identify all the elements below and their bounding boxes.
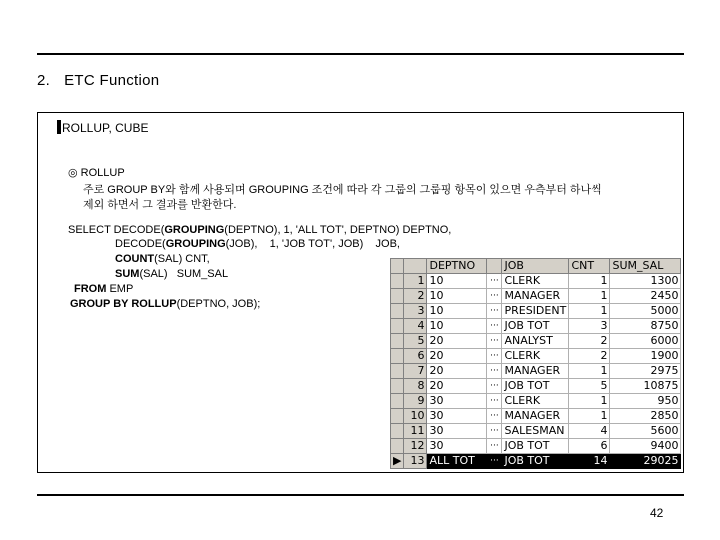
cell-sum-sal[interactable]: 5600 (610, 424, 681, 439)
sql-text: DECODE( (115, 238, 166, 250)
sql-line-4 (115, 268, 228, 280)
table-row[interactable] (391, 424, 681, 439)
sql-text: (DEPTNO, JOB); (176, 298, 261, 310)
column-header-cnt[interactable]: CNT (569, 259, 610, 274)
table-row[interactable] (391, 409, 681, 424)
cell-cnt[interactable]: 4 (569, 424, 610, 439)
cell-cnt[interactable]: 1 (569, 364, 610, 379)
subsection-heading (57, 120, 148, 135)
cell-cnt[interactable]: 5 (569, 379, 610, 394)
row-number[interactable]: 10 (404, 409, 427, 424)
column-header-job[interactable]: JOB (502, 259, 569, 274)
cell-dots-button[interactable]: ··· (487, 319, 502, 334)
table-row[interactable] (391, 349, 681, 364)
section-title-text: ETC Function (64, 72, 160, 89)
cell-deptno[interactable]: 30 (427, 394, 487, 409)
section-number: 2. (37, 72, 51, 89)
row-number[interactable]: 1 (404, 274, 427, 289)
sql-keyword: GROUP BY ROLLUP (70, 298, 177, 310)
cell-job[interactable]: MANAGER (502, 364, 569, 379)
row-number[interactable]: 5 (404, 334, 427, 349)
grid-corner-cell[interactable] (391, 259, 404, 274)
top-divider (37, 53, 684, 55)
cell-dots-button[interactable]: ··· (487, 289, 502, 304)
page-number: 42 (650, 506, 664, 520)
row-selector[interactable] (391, 289, 404, 304)
cell-job[interactable]: CLERK (502, 274, 569, 289)
cell-sum-sal[interactable]: 1300 (610, 274, 681, 289)
cell-deptno[interactable]: 30 (427, 424, 487, 439)
row-number[interactable]: 6 (404, 349, 427, 364)
cell-job[interactable]: JOB TOT (502, 319, 569, 334)
table-row[interactable] (391, 394, 681, 409)
cell-deptno[interactable]: 10 (427, 304, 487, 319)
sql-keyword: SUM (115, 268, 140, 280)
table-row[interactable] (391, 334, 681, 349)
cell-dots-button[interactable]: ··· (487, 379, 502, 394)
sql-text: (DEPTNO), 1, 'ALL TOT', DEPTNO) DEPTNO, (224, 224, 452, 236)
cell-cnt[interactable]: 2 (569, 334, 610, 349)
cell-cnt[interactable]: 1 (569, 409, 610, 424)
column-header-deptno-dots (487, 259, 502, 274)
cell-deptno[interactable]: 30 (427, 439, 487, 454)
cell-cnt[interactable]: 14 (569, 454, 610, 469)
cell-cnt[interactable]: 2 (569, 349, 610, 364)
row-selector[interactable] (391, 409, 404, 424)
cell-deptno[interactable]: 20 (427, 334, 487, 349)
section-title (37, 72, 159, 89)
cell-cnt[interactable]: 6 (569, 439, 610, 454)
cell-cnt[interactable]: 1 (569, 304, 610, 319)
cell-sum-sal[interactable]: 5000 (610, 304, 681, 319)
cell-cnt[interactable]: 1 (569, 274, 610, 289)
sql-line-2 (115, 238, 400, 250)
row-number[interactable]: 9 (404, 394, 427, 409)
sql-text: (SAL) SUM_SAL (139, 268, 229, 280)
cell-sum-sal[interactable]: 10875 (610, 379, 681, 394)
row-number[interactable]: 12 (404, 439, 427, 454)
cell-job[interactable]: PRESIDENT (502, 304, 569, 319)
grid-header-row-number (404, 259, 427, 274)
cell-sum-sal[interactable]: 8750 (610, 319, 681, 334)
cell-deptno[interactable]: 10 (427, 319, 487, 334)
row-selector[interactable]: ▶ (391, 454, 404, 469)
table-row[interactable] (391, 274, 681, 289)
sql-line-1 (68, 224, 451, 236)
row-selector[interactable] (391, 379, 404, 394)
row-selector[interactable] (391, 394, 404, 409)
cell-dots-button[interactable]: ··· (487, 394, 502, 409)
rollup-description-line-1: 주로 GROUP BY와 함께 사용되며 GROUPING 조건에 따라 각 그룹의 그룹핑 항목이 있으면 우측부터 하나씩 (83, 184, 602, 196)
cell-dots-button[interactable]: ··· (487, 304, 502, 319)
row-number[interactable]: 13 (404, 454, 427, 469)
sql-line-3 (115, 253, 210, 265)
cell-sum-sal[interactable]: 2850 (610, 409, 681, 424)
sql-keyword: GROUPING (164, 224, 225, 236)
row-number[interactable]: 3 (404, 304, 427, 319)
sql-text: (SAL) CNT, (154, 253, 210, 265)
cell-deptno[interactable]: 30 (427, 409, 487, 424)
row-selector[interactable] (391, 439, 404, 454)
rollup-title: ◎ ROLLUP (68, 167, 125, 179)
row-selector[interactable] (391, 424, 404, 439)
cell-deptno[interactable]: 10 (427, 289, 487, 304)
sql-keyword: GROUPING (165, 238, 226, 250)
row-selector[interactable] (391, 364, 404, 379)
cell-sum-sal[interactable]: 9400 (610, 439, 681, 454)
cell-job[interactable]: MANAGER (502, 409, 569, 424)
cell-sum-sal[interactable]: 6000 (610, 334, 681, 349)
row-number[interactable]: 11 (404, 424, 427, 439)
cell-job[interactable]: JOB TOT (502, 379, 569, 394)
sql-line-6 (70, 298, 260, 310)
cell-deptno[interactable]: 10 (427, 274, 487, 289)
subsection-heading-text: ROLLUP, CUBE (62, 121, 149, 135)
cell-dots-button[interactable]: ··· (487, 364, 502, 379)
row-number[interactable]: 7 (404, 364, 427, 379)
table-row[interactable] (391, 439, 681, 454)
cell-cnt[interactable]: 1 (569, 394, 610, 409)
cell-job[interactable]: JOB TOT (502, 439, 569, 454)
table-row[interactable] (391, 304, 681, 319)
row-number[interactable]: 8 (404, 379, 427, 394)
row-selector[interactable] (391, 334, 404, 349)
row-number[interactable]: 4 (404, 319, 427, 334)
row-selector[interactable] (391, 304, 404, 319)
cell-job[interactable]: CLERK (502, 349, 569, 364)
cell-dots-button[interactable]: ··· (487, 334, 502, 349)
cell-sum-sal[interactable]: 2450 (610, 289, 681, 304)
cell-cnt[interactable]: 1 (569, 289, 610, 304)
sql-text: EMP (106, 283, 134, 295)
cell-cnt[interactable]: 3 (569, 319, 610, 334)
column-header-sum-sal[interactable]: SUM_SAL (610, 259, 681, 274)
table-row[interactable] (391, 289, 681, 304)
heading-bar-marker (57, 120, 61, 134)
content-panel (37, 112, 684, 473)
cell-dots-button[interactable]: ··· (487, 409, 502, 424)
column-header-deptno[interactable]: DEPTNO (427, 259, 487, 274)
cell-deptno[interactable]: ALL TOT (427, 454, 487, 469)
cell-job[interactable]: SALESMAN (502, 424, 569, 439)
table-row[interactable] (391, 454, 681, 469)
cell-sum-sal[interactable]: 29025 (610, 454, 681, 469)
cell-deptno[interactable]: 20 (427, 349, 487, 364)
cell-job[interactable]: CLERK (502, 394, 569, 409)
cell-deptno[interactable]: 20 (427, 364, 487, 379)
grid-header-row (391, 259, 681, 274)
cell-dots-button[interactable]: ··· (487, 439, 502, 454)
sql-line-5 (74, 283, 133, 295)
row-selector[interactable] (391, 274, 404, 289)
cell-dots-button[interactable]: ··· (487, 274, 502, 289)
table-row[interactable] (391, 364, 681, 379)
cell-dots-button[interactable]: ··· (487, 424, 502, 439)
cell-sum-sal[interactable]: 1900 (610, 349, 681, 364)
bottom-divider (37, 494, 684, 496)
cell-deptno[interactable]: 20 (427, 379, 487, 394)
cell-job[interactable]: MANAGER (502, 289, 569, 304)
table-row[interactable] (391, 379, 681, 394)
row-selector[interactable] (391, 349, 404, 364)
query-result-grid (390, 258, 681, 469)
table-row[interactable] (391, 319, 681, 334)
cell-job[interactable]: ANALYST (502, 334, 569, 349)
cell-sum-sal[interactable]: 2975 (610, 364, 681, 379)
sql-keyword: COUNT (115, 253, 155, 265)
cell-sum-sal[interactable]: 950 (610, 394, 681, 409)
row-selector[interactable] (391, 319, 404, 334)
cell-job[interactable]: JOB TOT (502, 454, 569, 469)
sql-text: (JOB), 1, 'JOB TOT', JOB) JOB, (225, 238, 400, 250)
cell-dots-button[interactable]: ··· (487, 454, 502, 469)
rollup-description-line-2: 제외 하면서 그 결과를 반환한다. (83, 199, 237, 211)
cell-dots-button[interactable]: ··· (487, 349, 502, 364)
sql-keyword: FROM (74, 283, 107, 295)
sql-text: SELECT DECODE( (68, 224, 165, 236)
row-number[interactable]: 2 (404, 289, 427, 304)
